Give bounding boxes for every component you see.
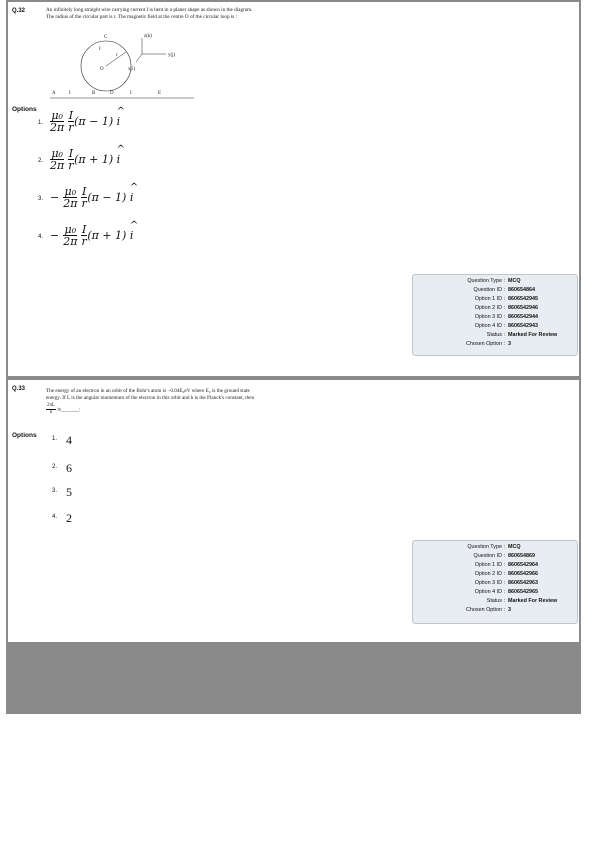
meta-row [413, 313, 577, 322]
axis-label-x: x(i) [128, 67, 136, 72]
question-panel-33 [8, 380, 579, 642]
option-formula [50, 186, 133, 209]
option-2 [52, 461, 72, 475]
minus-sign: − [50, 190, 60, 204]
option-number: 3. [38, 196, 44, 202]
fraction-numerator: I [81, 185, 87, 198]
option-number: 4. [38, 234, 44, 240]
meta-row [413, 543, 577, 552]
options-label: Options [12, 432, 37, 439]
meta-key: Option 4 ID : [474, 589, 505, 595]
meta-key: Question ID : [473, 553, 505, 559]
meta-row [413, 331, 577, 340]
meta-row [413, 552, 577, 561]
meta-value: 8606542943 [508, 323, 538, 329]
option-value: 6 [66, 461, 72, 475]
formula-paren: (π − 1) [74, 115, 117, 128]
question-text-line: An infinitely long straight wire carrying current I is bent in a planer shape as shown in the diagram. [46, 7, 253, 13]
meta-value: 860654869 [508, 553, 535, 559]
meta-key: Status : [486, 598, 505, 604]
option-number: 2. [52, 464, 58, 470]
meta-value: 8606542946 [508, 305, 538, 311]
meta-value: 3 [508, 607, 511, 613]
option-number: 3. [52, 488, 58, 494]
unit-vector-i: ^ i [130, 229, 134, 242]
fraction-numerator: μ₀ [51, 147, 63, 160]
meta-value: 8606542944 [508, 314, 538, 320]
question-number: Q.32 [12, 8, 26, 14]
meta-value: 8606542963 [508, 580, 538, 586]
diagram-label-a: A [52, 91, 56, 96]
meta-row [413, 597, 577, 606]
wire-loop-diagram [44, 28, 204, 108]
meta-key: Question Type : [467, 544, 505, 550]
meta-key: Option 2 ID : [474, 571, 505, 577]
meta-value: 8606542965 [508, 589, 538, 595]
option-formula [50, 110, 120, 133]
meta-value: 860654864 [508, 287, 535, 293]
meta-value: 8606542966 [508, 571, 538, 577]
fraction-denominator: 2π [63, 197, 78, 210]
meta-key: Chosen Option : [466, 607, 505, 613]
fraction-numerator: I [68, 109, 74, 122]
operator: + [102, 229, 112, 242]
meta-value: Marked For Review [508, 598, 558, 604]
fraction-mu-over-2pi [63, 224, 77, 247]
unit-vector-i: ^ i [117, 115, 121, 128]
fraction-denominator: 2π [50, 121, 65, 134]
meta-row [413, 304, 577, 313]
option-1 [52, 433, 72, 447]
fraction-denominator: h [49, 410, 53, 415]
option-3 [52, 485, 72, 499]
meta-key: Chosen Option : [466, 341, 505, 347]
fraction-denominator: r [68, 121, 74, 134]
meta-key: Question Type : [467, 278, 505, 284]
diagram-label-i: I [99, 47, 101, 52]
fraction [46, 403, 56, 416]
question-meta-box [412, 540, 578, 624]
fraction-numerator: 2πL [47, 403, 56, 408]
axis-label-y: y(j) [168, 53, 176, 58]
diagram-label-o: O [100, 67, 104, 72]
fraction-denominator: r [68, 159, 74, 172]
meta-key: Option 1 ID : [474, 562, 505, 568]
meta-row [413, 561, 577, 570]
unit-vector-i: ^ i [117, 153, 121, 166]
question-text [46, 388, 254, 416]
options-label: Options [12, 106, 37, 113]
fraction-mu-over-2pi [63, 186, 77, 209]
meta-row [413, 322, 577, 331]
option-4 [52, 511, 72, 525]
question-meta-box [412, 274, 578, 356]
meta-value: Marked For Review [508, 332, 558, 338]
meta-row [413, 579, 577, 588]
diagram-label-e: E [158, 91, 162, 96]
meta-value: 8606542945 [508, 296, 538, 302]
question-text-line [46, 403, 254, 416]
diagram-label-b: B [92, 91, 96, 96]
diagram-label-r: r [116, 53, 118, 58]
meta-row [413, 295, 577, 304]
option-number: 1. [38, 120, 44, 126]
operator: − [89, 115, 99, 128]
x-axis [136, 54, 142, 62]
fraction-numerator: μ₀ [51, 109, 63, 122]
meta-key: Option 2 ID : [474, 305, 505, 311]
fraction-denominator: 2π [50, 159, 65, 172]
diagram-label-d: D [110, 91, 114, 96]
fraction-denominator: r [81, 197, 87, 210]
option-number: 4. [52, 514, 58, 520]
formula-paren: (π − 1) [87, 191, 130, 204]
meta-row [413, 570, 577, 579]
fraction-denominator: 2π [63, 235, 78, 248]
fraction-numerator: μ₀ [64, 223, 77, 236]
question-text-line: The radius of the circular part is r. The magnetic field at the centre O of the circular loop is : [46, 14, 238, 20]
diagram-label-i: I [69, 91, 71, 96]
meta-key: Option 1 ID : [474, 296, 505, 302]
question-panel-32 [8, 2, 579, 376]
operator: + [89, 153, 99, 166]
fraction-numerator: μ₀ [64, 185, 77, 198]
option-number: 1. [52, 436, 58, 442]
meta-key: Status : [486, 332, 505, 338]
formula-paren: (π + 1) [74, 153, 117, 166]
axis-label-z: z(k) [144, 34, 153, 39]
formula-paren: (π + 1) [87, 229, 130, 242]
fraction-denominator: r [81, 235, 87, 248]
question-text-line: energy. If L is the angular momentum of the electron in this orbit and h is the Planck's constant, then [46, 395, 255, 401]
meta-row [413, 340, 577, 349]
diagram-label-c: C [104, 35, 108, 40]
meta-value: MCQ [508, 544, 521, 550]
question-text-line: The energy of an electron in an orbit of the Bohr's atom is −0.04E₀eV where E₀ is the ground state [46, 388, 250, 394]
minus-sign: − [50, 228, 60, 242]
option-value: 4 [66, 433, 72, 447]
unit-vector-i: ^ i [130, 191, 134, 204]
meta-value: MCQ [508, 278, 521, 284]
option-value: 5 [66, 485, 72, 499]
meta-key: Option 4 ID : [474, 323, 505, 329]
meta-value: 8606542964 [508, 562, 538, 568]
question-blank: is_______: [57, 406, 81, 413]
meta-row [413, 277, 577, 286]
option-value: 2 [66, 511, 72, 525]
option-number: 2. [38, 158, 44, 164]
response-sheet [6, 0, 581, 714]
meta-row [413, 606, 577, 615]
meta-value: 3 [508, 341, 511, 347]
meta-key: Option 3 ID : [474, 580, 505, 586]
meta-key: Question ID : [473, 287, 505, 293]
operator: − [102, 191, 112, 204]
diagram-label-i: I [130, 91, 132, 96]
option-formula [50, 224, 133, 247]
option-formula [50, 148, 120, 171]
question-number: Q.33 [12, 386, 26, 392]
meta-row [413, 286, 577, 295]
fraction-numerator: I [81, 223, 87, 236]
fraction-mu-over-2pi [50, 110, 64, 133]
meta-row [413, 588, 577, 597]
question-text [46, 7, 252, 21]
fraction-numerator: I [68, 147, 74, 160]
meta-key: Option 3 ID : [474, 314, 505, 320]
fraction-mu-over-2pi [50, 148, 64, 171]
